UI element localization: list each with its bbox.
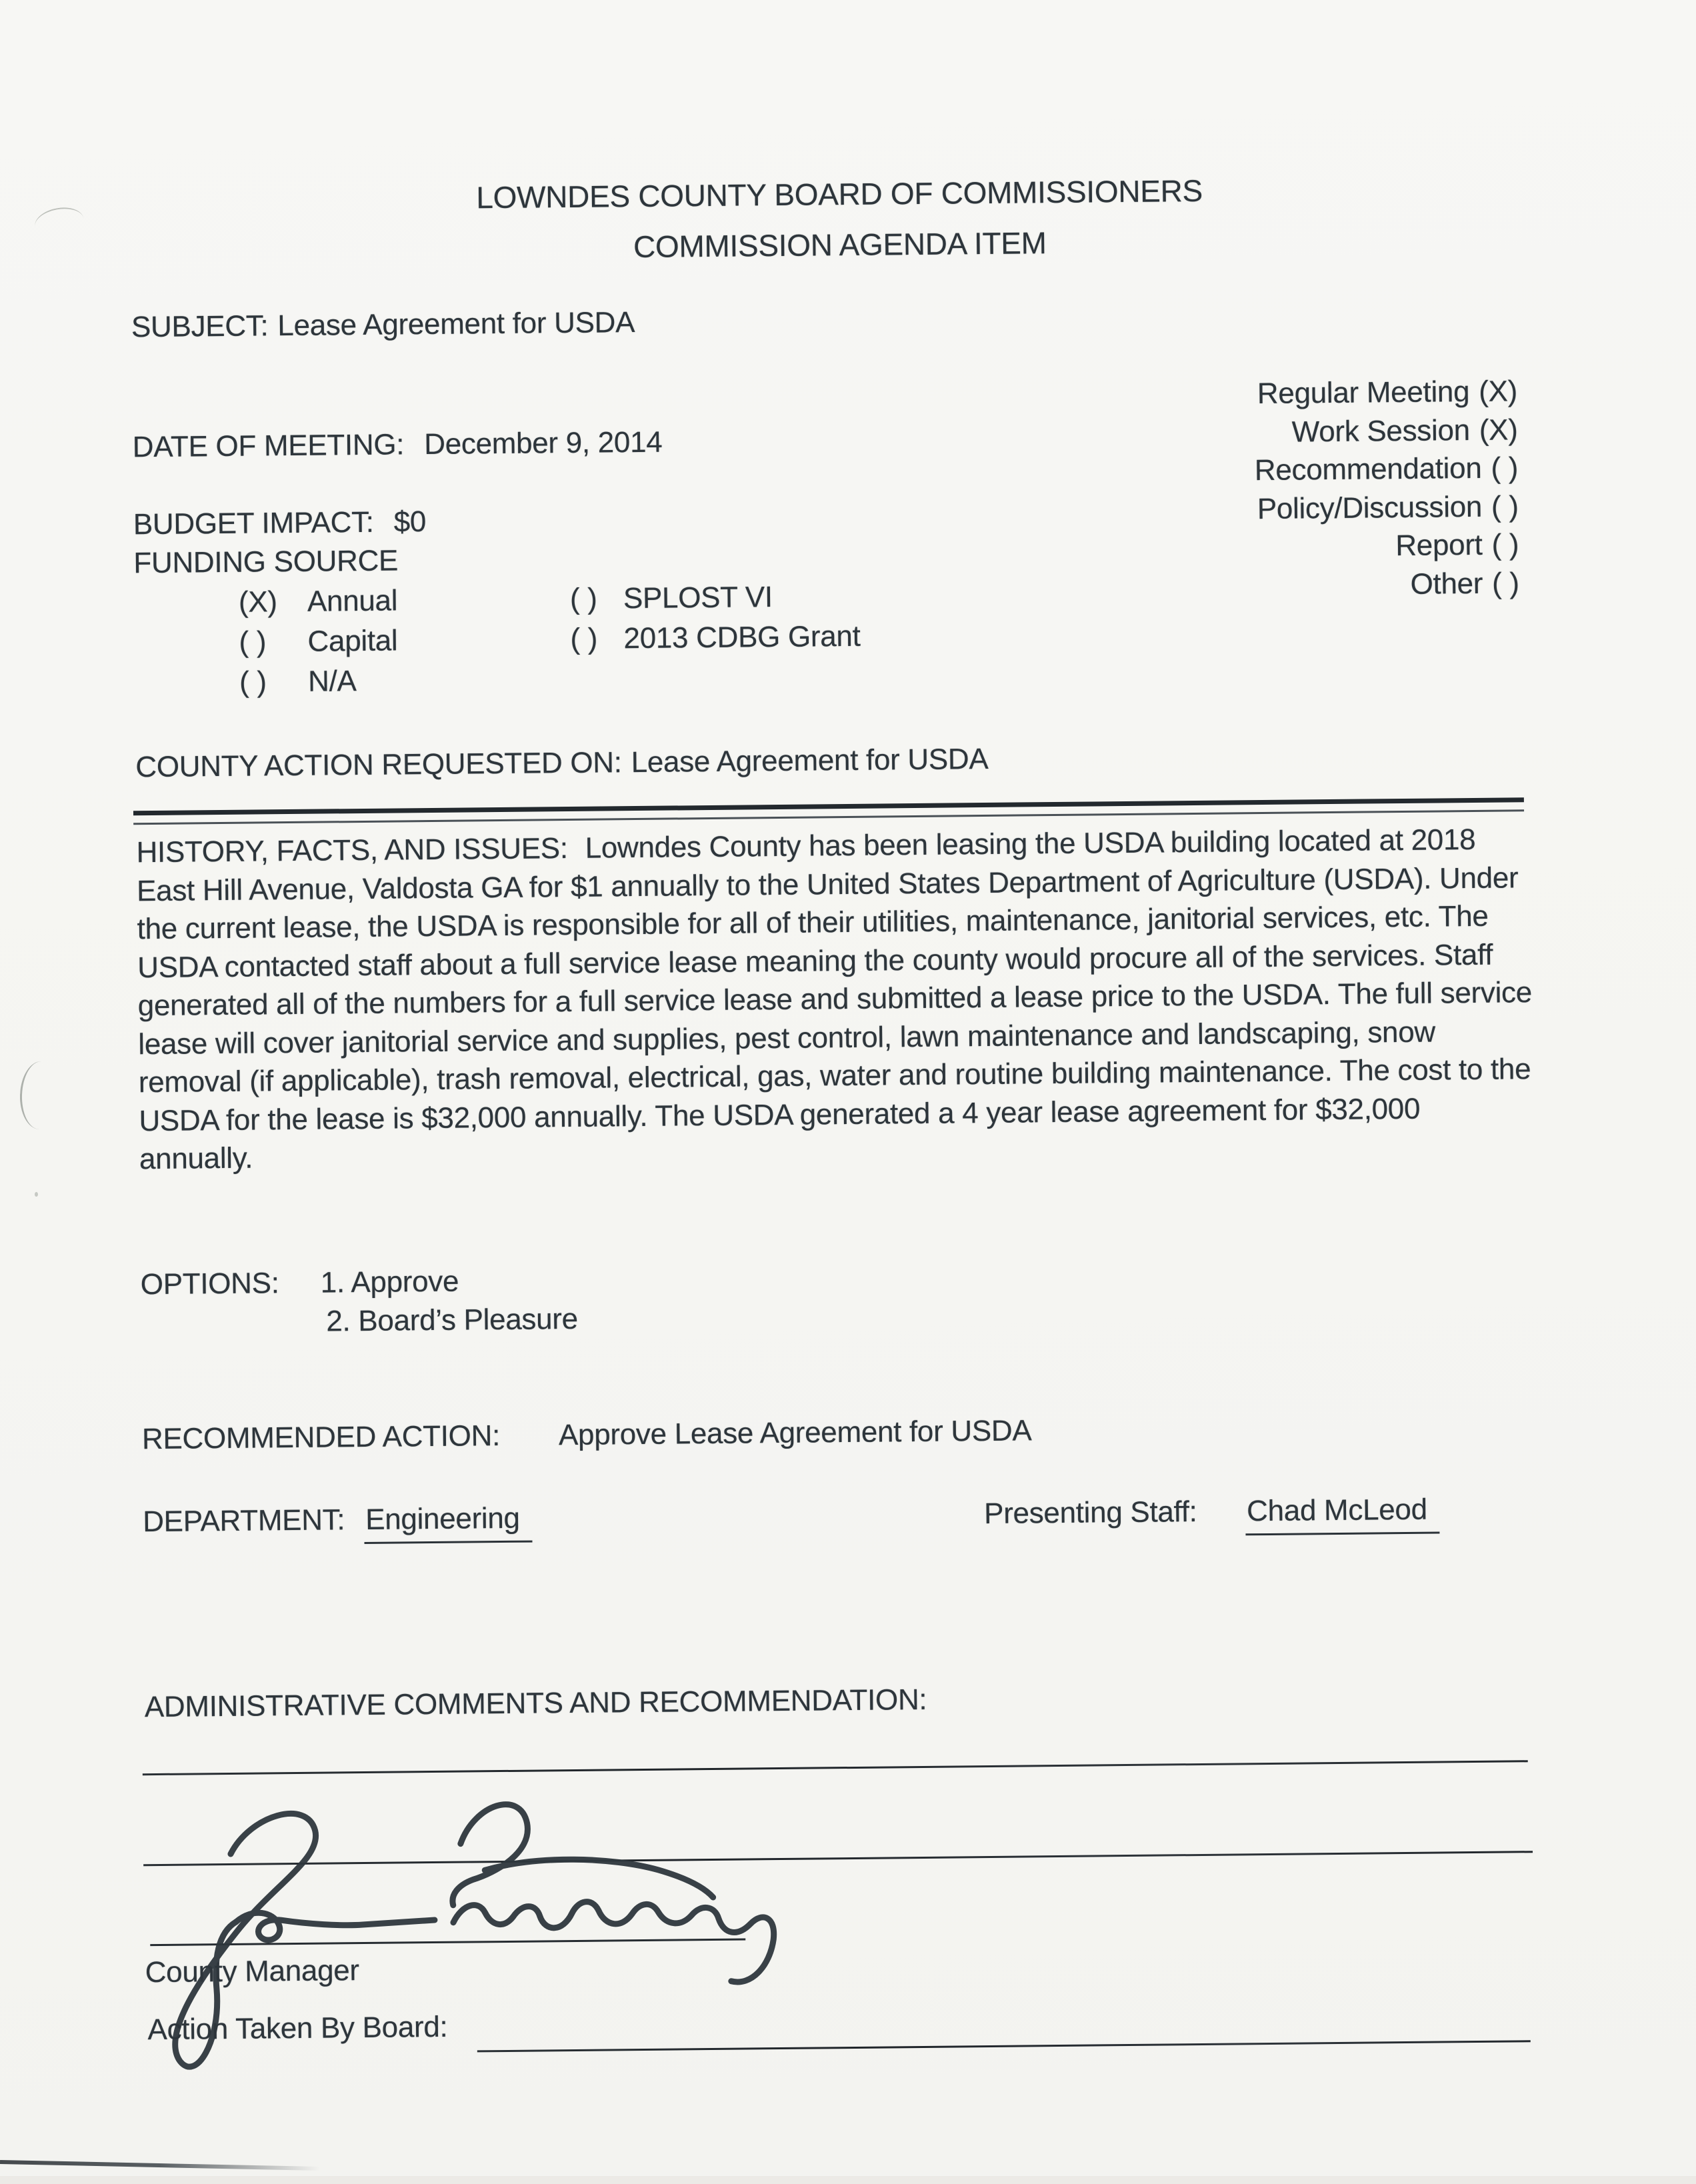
action-taken-label: Action Taken By Board: bbox=[147, 2010, 448, 2047]
section-divider bbox=[133, 797, 1524, 825]
checkbox-mark: ( ) bbox=[1491, 528, 1519, 561]
county-action-value: Lease Agreement for USDA bbox=[631, 742, 989, 779]
checkbox-mark: ( ) bbox=[570, 622, 598, 655]
history-paragraph bbox=[136, 820, 1534, 1179]
budget-impact-row bbox=[133, 503, 427, 543]
recommended-action-value: Approve Lease Agreement for USDA bbox=[558, 1414, 1032, 1452]
presenting-staff-label: Presenting Staff: bbox=[983, 1495, 1197, 1531]
subject-label: SUBJECT: bbox=[131, 309, 269, 344]
recommended-action-row bbox=[142, 1411, 1032, 1458]
options-label: OPTIONS: bbox=[140, 1267, 279, 1301]
department-value: Engineering bbox=[364, 1499, 532, 1544]
funding-option-label: Capital bbox=[307, 624, 398, 658]
date-of-meeting-row bbox=[132, 423, 662, 467]
checkbox-mark: ( ) bbox=[1491, 489, 1519, 523]
meeting-type-item: Work Session (X) bbox=[1291, 413, 1518, 449]
signature-line bbox=[150, 1939, 745, 1947]
admin-comments-label: ADMINISTRATIVE COMMENTS AND RECOMMENDATION: bbox=[144, 1683, 927, 1724]
option-item: 2. Board’s Pleasure bbox=[326, 1302, 579, 1338]
checkbox-mark: ( ) bbox=[569, 582, 597, 615]
page-title-line1: LOWNDES COUNTY BOARD OF COMMISSIONERS bbox=[476, 173, 1203, 215]
checkbox-mark: (X) bbox=[1479, 375, 1518, 408]
presenting-staff-value: Chad McLeod bbox=[1245, 1491, 1439, 1536]
option-item: 1. Approve bbox=[320, 1265, 459, 1299]
action-taken-line bbox=[477, 2040, 1531, 2052]
history-text: Lowndes County has been leasing the USDA building located at 2018 East Hill Avenue, Valdosta GA for $1 annually to the United States Department of Agriculture (USDA). Under the current lease, the USDA is responsible for all of their utilities, maintenance, janitorial services, etc. The USDA contacted staff about a full service lease meaning the county would procure all of the services. Staff generated all of the numbers for a full service lease and submitted a lease price to the USDA. The full service lease will cover janitorial service and supplies, pest control, lawn maintenance and landscaping, snow removal (if applicable), trash removal, electrical, gas, water and routine building maintenance. The cost to the USDA for the lease is $32,000 annually. The USDA generated a 4 year lease agreement for $32,000 annually. bbox=[136, 823, 1533, 1176]
recommended-action-label: RECOMMENDED ACTION: bbox=[141, 1419, 501, 1456]
meeting-type-item: Policy/Discussion ( ) bbox=[1257, 489, 1519, 525]
history-label: HISTORY, FACTS, AND ISSUES: bbox=[136, 832, 568, 869]
checkbox-mark: ( ) bbox=[239, 625, 267, 659]
comment-line bbox=[143, 1851, 1533, 1866]
checkbox-mark: ( ) bbox=[1491, 451, 1519, 485]
county-manager-label: County Manager bbox=[145, 1954, 360, 1989]
subject-row bbox=[131, 303, 635, 346]
comment-line bbox=[143, 1760, 1528, 1775]
funding-option-label: Annual bbox=[307, 584, 398, 618]
department-row bbox=[4, 1488, 1696, 1539]
budget-impact-label: BUDGET IMPACT: bbox=[133, 505, 374, 541]
county-action-label: COUNTY ACTION REQUESTED ON: bbox=[135, 746, 622, 784]
page-title-line2: COMMISSION AGENDA ITEM bbox=[633, 225, 1047, 265]
date-of-meeting-label: DATE OF MEETING: bbox=[132, 428, 405, 464]
funding-option-label: SPLOST VI bbox=[623, 581, 773, 615]
scan-artifact-speck bbox=[35, 1192, 38, 1197]
meeting-type-item: Regular Meeting (X) bbox=[1257, 375, 1518, 411]
funding-option-label: N/A bbox=[307, 665, 357, 698]
checkbox-mark: ( ) bbox=[239, 665, 267, 699]
department-label: DEPARTMENT: bbox=[142, 1503, 345, 1539]
date-of-meeting-value: December 9, 2014 bbox=[423, 425, 663, 461]
funding-source-label: FUNDING SOURCE bbox=[133, 544, 399, 580]
checkbox-mark: (X) bbox=[238, 585, 277, 619]
meeting-type-item: Recommendation ( ) bbox=[1254, 451, 1519, 487]
meeting-type-item: Other ( ) bbox=[1410, 566, 1520, 601]
checkbox-mark: (X) bbox=[1479, 413, 1518, 447]
meeting-type-list bbox=[1253, 372, 1519, 605]
budget-impact-value: $0 bbox=[393, 505, 427, 539]
checkbox-mark: ( ) bbox=[1491, 566, 1520, 600]
options-row bbox=[140, 1264, 459, 1303]
funding-option-label: 2013 CDBG Grant bbox=[623, 619, 861, 655]
subject-value: Lease Agreement for USDA bbox=[277, 306, 635, 343]
meeting-type-item: Report ( ) bbox=[1395, 528, 1519, 563]
county-action-row bbox=[135, 740, 989, 786]
